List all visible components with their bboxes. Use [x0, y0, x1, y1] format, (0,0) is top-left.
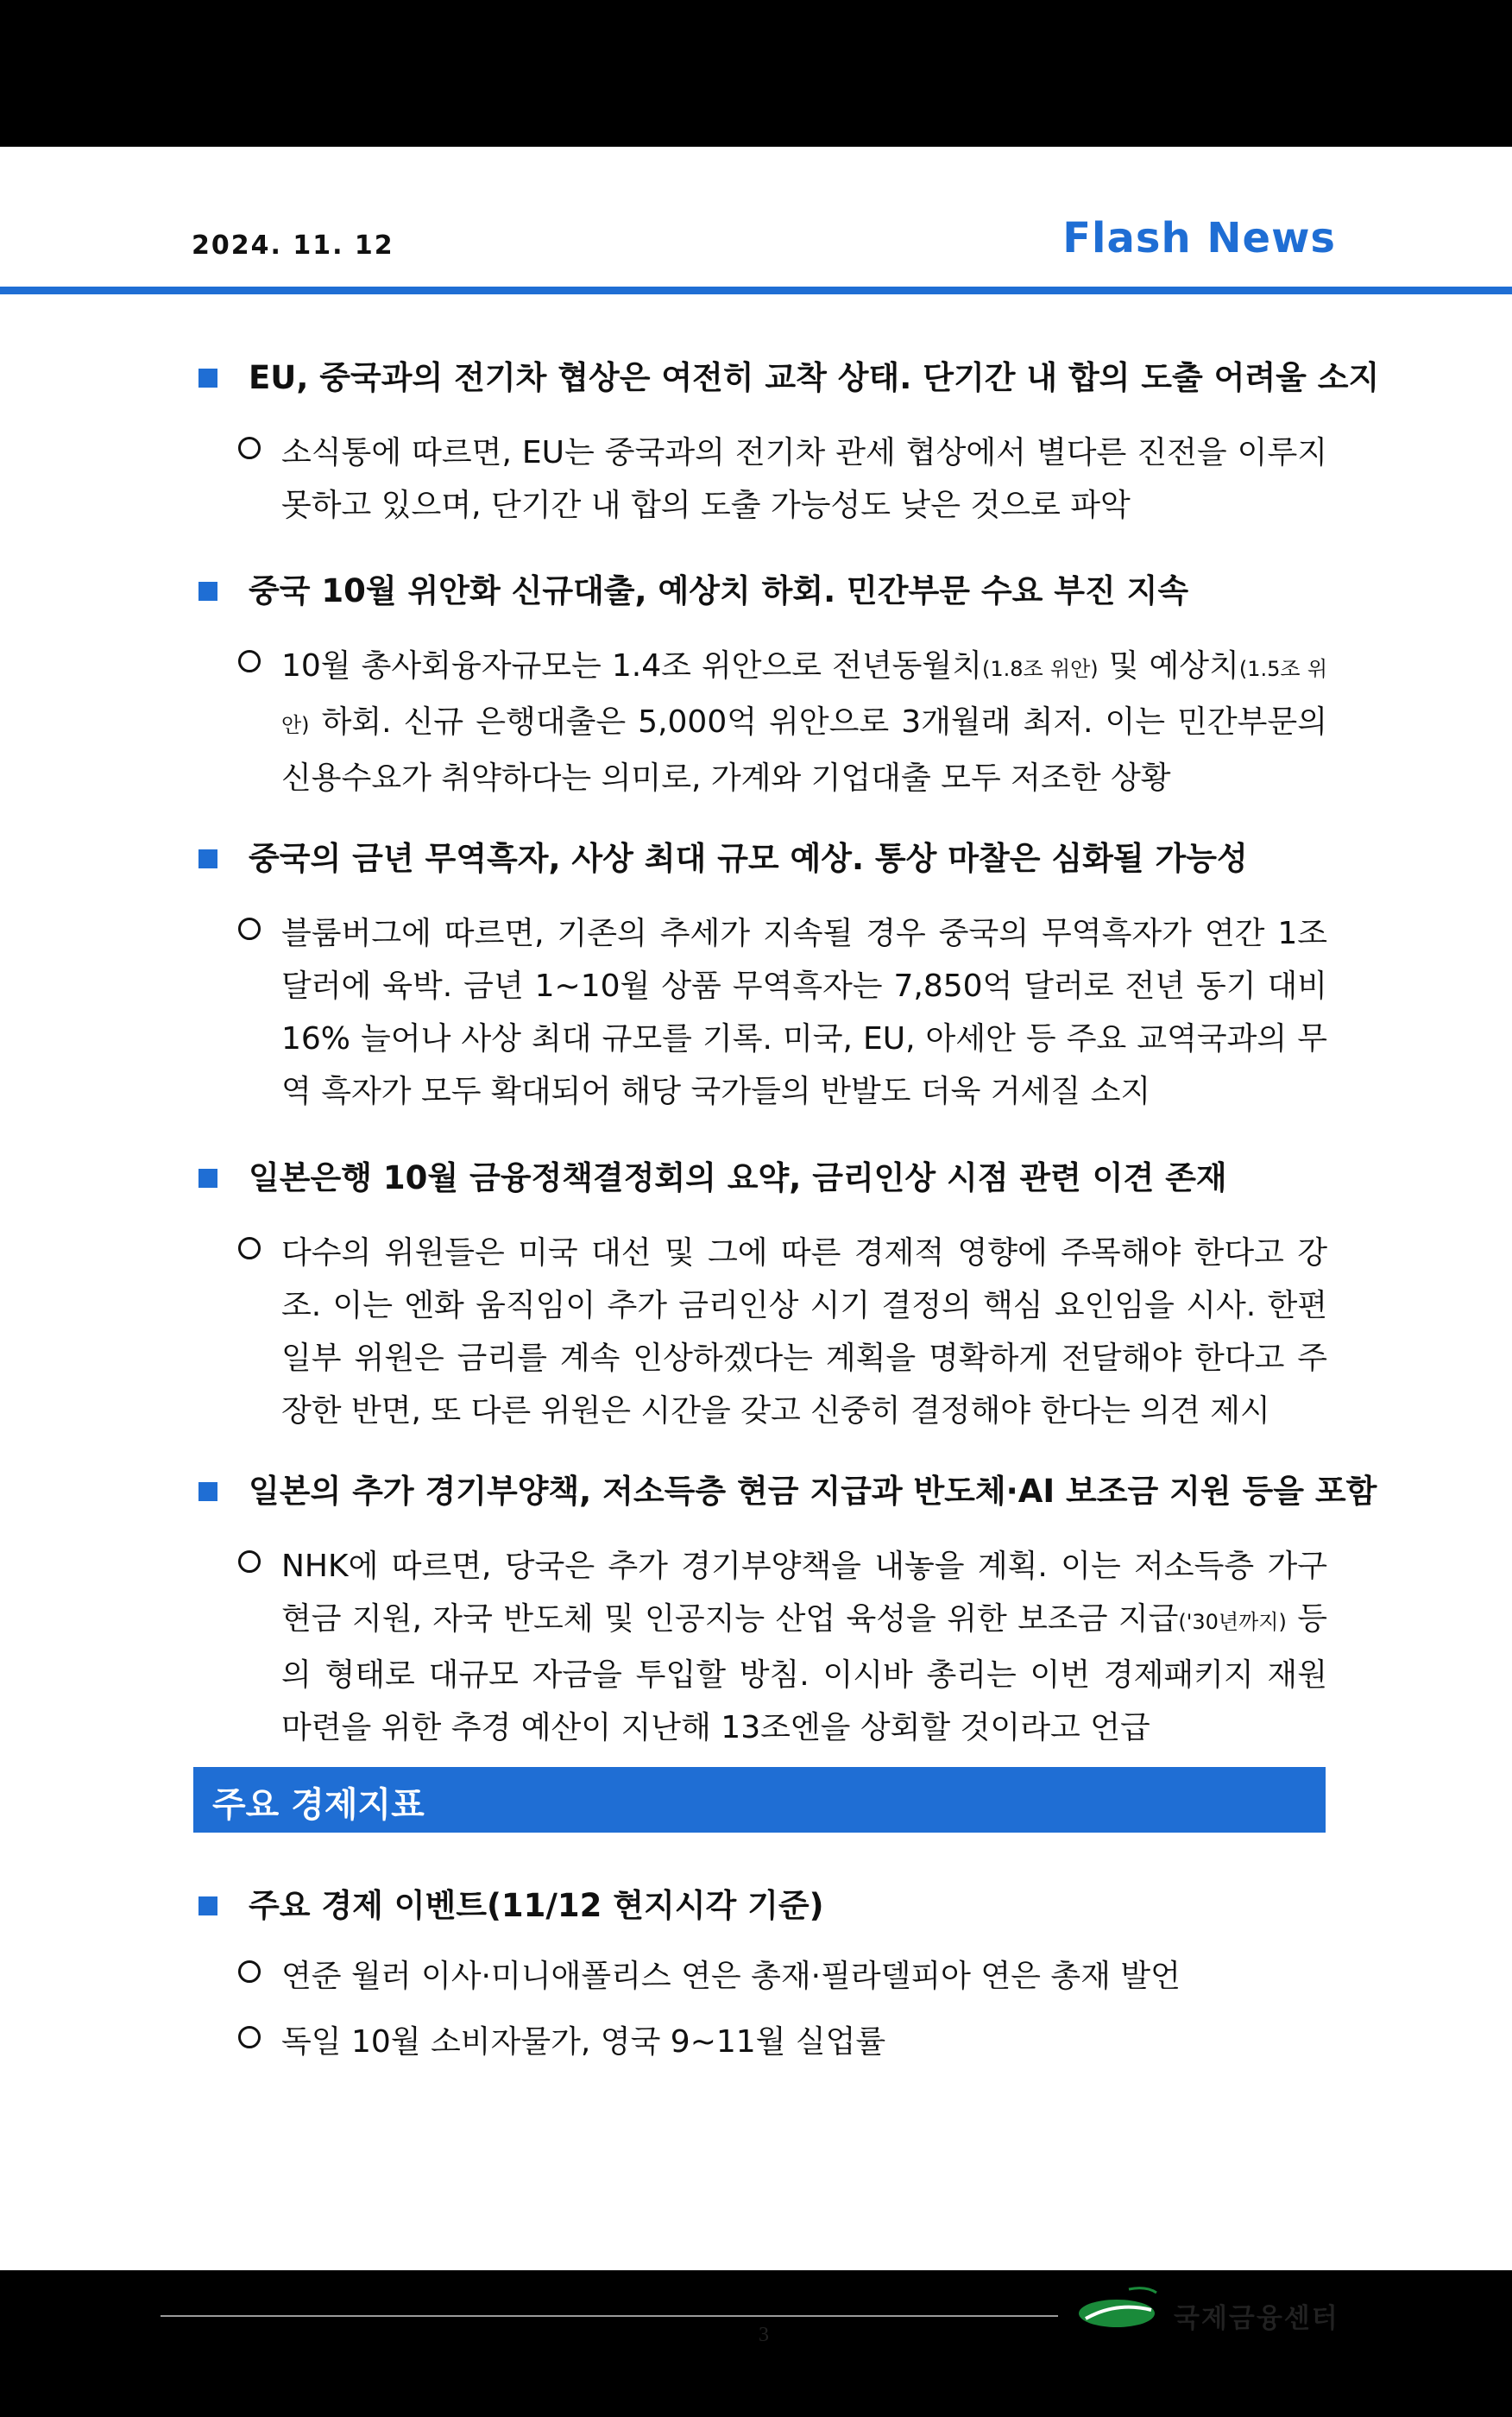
- news-heading-text: EU, 중국과의 전기차 협상은 여전히 교착 상태. 단기간 내 합의 도출 어려울 소지: [249, 359, 1380, 396]
- square-bullet-icon: [198, 369, 217, 388]
- circle-bullet-icon: [238, 1960, 261, 1983]
- header-divider: [0, 287, 1512, 294]
- square-bullet-icon: [198, 1896, 217, 1915]
- square-bullet-icon: [198, 849, 217, 868]
- news-body-text: 블룸버그에 따르면, 기존의 추세가 지속될 경우 중국의 무역흑자가 연간 1조 달러에 육박. 금년 1~10월 상품 무역흑자는 7,850억 달러로 전년 동기 대비 16% 늘어나 사상 최대 규모를 기록. 미국, EU, 아세안 등 주요 교역국과의 무역 흑자가 모두 확대되어 해당 국가들의 반발도 더욱 거세질 소지: [281, 916, 1327, 1109]
- circle-bullet-icon: [238, 2026, 261, 2048]
- circle-bullet-icon: [238, 437, 261, 459]
- document-page: [0, 147, 1512, 2346]
- news-body-text: 다수의 위원들은 미국 대선 및 그에 따른 경제적 영향에 주목해야 한다고 강조. 이는 엔화 움직임이 추가 금리인상 시기 결정의 핵심 요인임을 시사. 한편 일부 위원은 금리를 계속 인상하겠다는 계획을 명확하게 전달해야 한다고 주장한 반면, 또 다른 위원은 시간을 갖고 신중히 결정해야 한다는 의견 제시: [281, 1235, 1327, 1429]
- circle-bullet-icon: [238, 650, 261, 672]
- section-title: 주요 경제지표: [212, 1785, 425, 1825]
- kcif-logo-icon: [1077, 2284, 1163, 2332]
- news-body-text: 10월 총사회융자규모는 1.4조 위안으로 전년동월치(1.8조 위안) 및 예상치(1.5조 위안) 하회. 신규 은행대출은 5,000억 위안으로 3개월래 최저. 이는 민간부문의 신용수요가 취약하다는 의미로, 가계와 기업대출 모두 저조한 상황: [281, 648, 1328, 796]
- news-body-text: 소식통에 따르면, EU는 중국과의 전기차 관세 협상에서 별다른 진전을 이루지 못하고 있으며, 단기간 내 합의 도출 가능성도 낮은 것으로 파악: [281, 435, 1327, 523]
- footer-divider: [161, 2315, 1058, 2317]
- page-number: 3: [759, 2324, 769, 2346]
- section-title-bar: [193, 1767, 1326, 1833]
- news-heading-text: 일본의 추가 경기부양책, 저소득층 현금 지급과 반도체·AI 보조금 지원 등을 포함: [249, 1473, 1377, 1510]
- square-bullet-icon: [198, 582, 217, 601]
- circle-bullet-icon: [238, 1550, 261, 1573]
- news-heading-text: 일본은행 10월 금융정책결정회의 요약, 금리인상 시점 관련 이견 존재: [249, 1159, 1227, 1196]
- news-heading-text: 중국 10월 위안화 신규대출, 예상치 하회. 민간부문 수요 부진 지속: [249, 572, 1189, 609]
- events-heading-text: 주요 경제 이벤트(11/12 현지시각 기준): [249, 1887, 824, 1924]
- news-body-text: NHK에 따르면, 당국은 추가 경기부양책을 내놓을 계획. 이는 저소득층 가구 현금 지원, 자국 반도체 및 인공지능 산업 육성을 위한 보조금 지급('30년까지) 등의 형태로 대규모 자금을 투입할 방침. 이시바 총리는 이번 경제패키지 재원 마련을 위한 추경 예산이 지난해 13조엔을 상회할 것이라고 언급: [281, 1549, 1327, 1745]
- event-item-text: 독일 10월 소비자물가, 영국 9~11월 실업률: [281, 2024, 886, 2060]
- report-date: 2024. 11. 12: [192, 230, 394, 261]
- news-heading-text: 중국의 금년 무역흑자, 사상 최대 규모 예상. 통상 마찰은 심화될 가능성: [249, 840, 1248, 877]
- logo-text: 국제금융센터: [1174, 2303, 1339, 2334]
- event-item-text: 연준 월러 이사·미니애폴리스 연은 총재·필라델피아 연은 총재 발언: [281, 1959, 1181, 1994]
- circle-bullet-icon: [238, 918, 261, 940]
- report-title: Flash News: [1062, 214, 1336, 262]
